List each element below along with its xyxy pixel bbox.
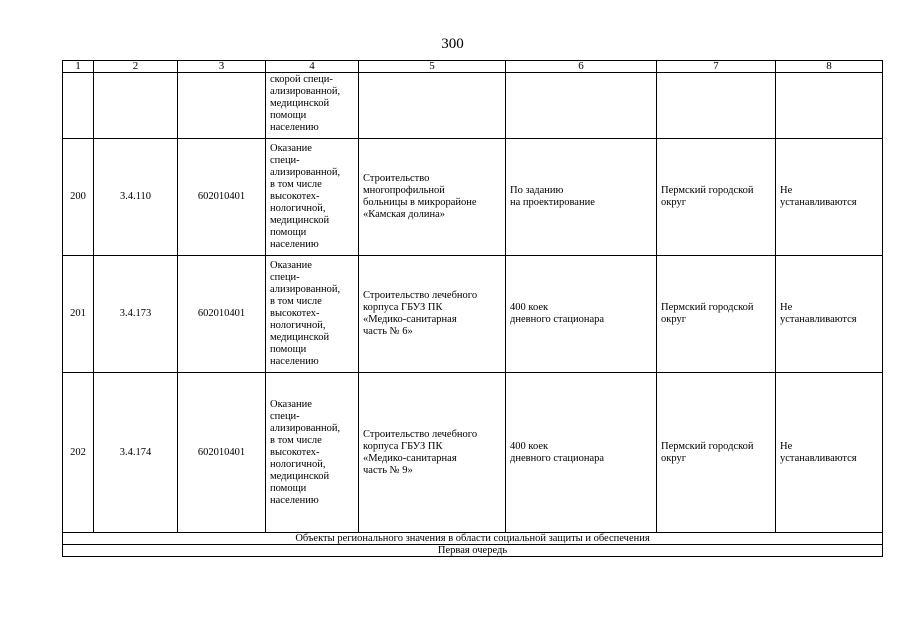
cell-line: медицинской — [270, 470, 330, 482]
oktmo-code-cell — [178, 73, 266, 139]
zones-cell — [776, 373, 883, 533]
characteristics-cell — [506, 73, 657, 139]
cell-line: Строительство лечебного — [363, 290, 478, 301]
location-cell — [657, 139, 776, 256]
cell-line: скорой специ- — [270, 74, 333, 85]
object-name-cell — [359, 139, 506, 256]
cell-line: корпуса ГБУЗ ПК — [363, 302, 443, 313]
cell-line: «Медико-санитарная — [363, 452, 457, 464]
purpose-cell — [266, 73, 359, 139]
cell-line: «Камская долина» — [363, 209, 445, 220]
table-row — [63, 373, 883, 533]
column-header: 2 — [94, 61, 178, 73]
cell-line: округ — [661, 197, 687, 208]
cell-line: ализированной, — [270, 284, 341, 295]
oktmo-code-cell: 602010401 — [178, 256, 266, 373]
cell-line: многопрофильной — [363, 185, 445, 196]
cell-line: помощи — [270, 110, 307, 121]
cell-line: больницы в микрорайоне — [363, 197, 477, 208]
characteristics-cell — [506, 373, 657, 533]
cell-line: 400 коек — [510, 302, 549, 313]
cell-line: нологичной, — [270, 203, 326, 214]
row-number-cell: 202 — [63, 373, 94, 533]
cell-line: в том числе — [270, 434, 322, 446]
section-title: Объекты регионального значения в области социальной защиты и обеспечения — [63, 533, 883, 545]
planning-table — [62, 60, 883, 557]
subsection-row — [63, 545, 883, 557]
column-header: 8 — [776, 61, 883, 73]
cell-line: нологичной, — [270, 320, 326, 331]
cell-line: 400 коек — [510, 440, 549, 452]
cell-line: Не — [780, 302, 793, 313]
cell-line: на проектирование — [510, 197, 595, 208]
cell-line: помощи — [270, 344, 307, 355]
cell-line: Оказание — [270, 143, 312, 154]
oktmo-code-cell: 602010401 — [178, 139, 266, 256]
cell-line: ализированной, — [270, 86, 341, 97]
column-header: 5 — [359, 61, 506, 73]
characteristics-cell — [506, 256, 657, 373]
cell-line: нологичной, — [270, 458, 326, 470]
cell-line: Оказание — [270, 260, 312, 271]
cell-line: населению — [270, 239, 319, 250]
code-cell — [94, 73, 178, 139]
cell-line: ализированной, — [270, 167, 341, 178]
purpose-cell — [266, 256, 359, 373]
cell-line: населению — [270, 494, 319, 506]
column-header: 4 — [266, 61, 359, 73]
cell-line: помощи — [270, 482, 307, 494]
cell-line: специ- — [270, 272, 300, 283]
cell-line: в том числе — [270, 296, 322, 307]
subsection-title: Первая очередь — [63, 545, 883, 557]
table-row — [63, 256, 883, 373]
cell-line: дневного стационара — [510, 452, 605, 464]
code-cell: 3.4.110 — [94, 139, 178, 256]
cell-line: Строительство лечебного — [363, 428, 478, 440]
purpose-cell — [266, 139, 359, 256]
cell-line: По заданию — [510, 185, 564, 196]
cell-line: медицинской — [270, 215, 330, 226]
header-row — [63, 61, 883, 73]
object-name-cell — [359, 73, 506, 139]
cell-line: высокотех- — [270, 446, 320, 458]
code-cell: 3.4.174 — [94, 373, 178, 533]
cell-line: Не — [780, 440, 793, 452]
object-name-cell — [359, 256, 506, 373]
zones-cell — [776, 73, 883, 139]
cell-line: округ — [661, 314, 687, 325]
row-number-cell: 201 — [63, 256, 94, 373]
cell-line: округ — [661, 452, 687, 464]
cell-line: Пермский городской — [661, 185, 754, 196]
cell-line: устанавливаются — [780, 452, 857, 464]
cell-line: ализированной, — [270, 422, 341, 434]
table-body — [63, 61, 883, 557]
cell-line: медицинской — [270, 98, 330, 109]
table-row — [63, 139, 883, 256]
cell-line: в том числе — [270, 179, 322, 190]
table-row — [63, 73, 883, 139]
cell-line: часть № 6» — [363, 326, 413, 337]
column-header: 3 — [178, 61, 266, 73]
cell-line: «Медико-санитарная — [363, 314, 457, 325]
cell-line: часть № 9» — [363, 464, 413, 476]
cell-line: устанавливаются — [780, 314, 857, 325]
location-cell — [657, 373, 776, 533]
oktmo-code-cell: 602010401 — [178, 373, 266, 533]
cell-line: Строительство — [363, 173, 430, 184]
characteristics-cell — [506, 139, 657, 256]
page-number: 300 — [441, 36, 464, 52]
cell-line: Пермский городской — [661, 302, 754, 313]
column-header: 7 — [657, 61, 776, 73]
cell-line: высокотех- — [270, 308, 320, 319]
zones-cell — [776, 256, 883, 373]
row-number-cell: 200 — [63, 139, 94, 256]
section-row — [63, 533, 883, 545]
purpose-cell — [266, 373, 359, 533]
cell-line: населению — [270, 356, 319, 367]
row-number-cell — [63, 73, 94, 139]
cell-line: Пермский городской — [661, 440, 754, 452]
cell-line: корпуса ГБУЗ ПК — [363, 440, 443, 452]
cell-line: Оказание — [270, 398, 312, 410]
cell-line: Не — [780, 185, 793, 196]
cell-line: дневного стационара — [510, 314, 605, 325]
cell-line: населению — [270, 122, 319, 133]
code-cell: 3.4.173 — [94, 256, 178, 373]
cell-line: помощи — [270, 227, 307, 238]
location-cell — [657, 73, 776, 139]
cell-line: медицинской — [270, 332, 330, 343]
cell-line: устанавливаются — [780, 197, 857, 208]
cell-line: специ- — [270, 155, 300, 166]
column-header: 1 — [63, 61, 94, 73]
location-cell — [657, 256, 776, 373]
cell-line: специ- — [270, 410, 300, 422]
cell-line: высокотех- — [270, 191, 320, 202]
column-header: 6 — [506, 61, 657, 73]
object-name-cell — [359, 373, 506, 533]
zones-cell — [776, 139, 883, 256]
